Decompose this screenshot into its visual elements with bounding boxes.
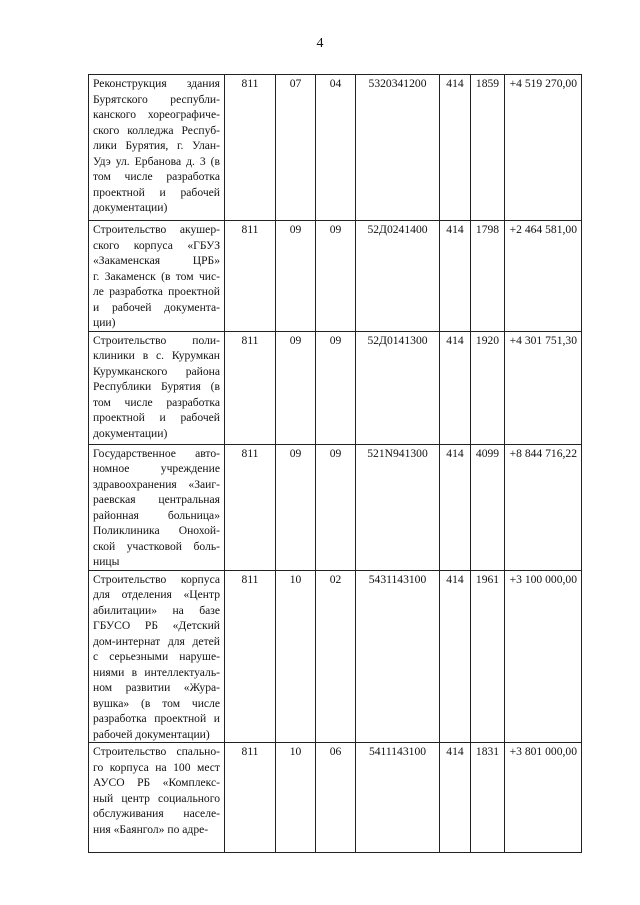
target-article-cell: 52Д0241400 — [356, 221, 440, 332]
object-name-line: го корпуса на 100 мест — [93, 760, 220, 774]
subsection-cell: 09 — [316, 331, 356, 444]
object-name-line: ского корпуса «ГБУЗ — [93, 238, 220, 252]
object-name-line: Реконструкция здания — [93, 77, 220, 90]
code-cell: 1859 — [471, 75, 505, 221]
object-name-line: с серьезными наруше- — [93, 650, 220, 663]
budget-table — [88, 74, 582, 853]
object-name-line: ниями в интеллектуаль- — [93, 665, 220, 679]
subsection-cell: 02 — [316, 570, 356, 743]
table-row — [89, 444, 582, 570]
subsection-cell: 04 — [316, 75, 356, 221]
subsection-cell: 06 — [316, 743, 356, 853]
object-name-line: проектной и рабочей — [93, 411, 220, 424]
table-row — [89, 331, 582, 444]
object-name-line: документации) — [93, 201, 168, 214]
grbs-cell: 811 — [225, 570, 276, 743]
target-article-cell: 5431143100 — [356, 570, 440, 743]
object-name-line: номное учреждение — [93, 462, 220, 475]
expense-type-cell: 414 — [440, 570, 471, 743]
object-name-line: дом-интернат для детей — [93, 634, 220, 648]
object-name-cell — [89, 331, 225, 444]
object-name-line: Поликлиника Онохой- — [93, 524, 220, 537]
amount-cell: +8 844 716,22 — [505, 444, 582, 570]
object-name-cell — [89, 444, 225, 570]
object-name-line: Строительство поли- — [93, 333, 220, 347]
object-name-line: том числе разработка — [93, 395, 220, 409]
table-body — [89, 75, 582, 853]
expense-type-cell: 414 — [440, 75, 471, 221]
object-name-line: Государственное авто- — [93, 446, 220, 460]
object-name-line: Курумканского района — [93, 364, 220, 378]
expense-type-cell: 414 — [440, 743, 471, 853]
object-name-line: ный центр социального — [93, 791, 220, 805]
object-name-line: Строительство спально- — [93, 745, 220, 758]
object-name-line: г. Закаменск (в том чис- — [93, 269, 220, 283]
grbs-cell: 811 — [225, 221, 276, 332]
object-name-cell — [89, 221, 225, 332]
object-name-line: ции) — [93, 316, 116, 329]
object-name-line: Удэ ул. Ербанова д. 3 (в — [93, 154, 220, 168]
grbs-cell: 811 — [225, 75, 276, 221]
object-name-line: разработка проектной и — [93, 712, 220, 725]
expense-type-cell: 414 — [440, 221, 471, 332]
object-name-line: ского колледжа Респуб- — [93, 123, 220, 137]
code-cell: 1920 — [471, 331, 505, 444]
target-article-cell: 5320341200 — [356, 75, 440, 221]
object-name-line: обслуживания населе- — [93, 807, 220, 820]
target-article-cell: 5411143100 — [356, 743, 440, 853]
object-name-line: здравоохранения «Заиг- — [93, 477, 220, 491]
amount-cell: +3 100 000,00 — [505, 570, 582, 743]
subsection-cell: 09 — [316, 221, 356, 332]
object-name-line: Строительство корпуса — [93, 572, 220, 586]
grbs-cell: 811 — [225, 331, 276, 444]
section-cell: 07 — [276, 75, 316, 221]
page-number: 4 — [316, 36, 324, 51]
table-row — [89, 570, 582, 743]
object-name-line: «Закаменская ЦРБ» — [93, 254, 220, 267]
target-article-cell: 52Д0141300 — [356, 331, 440, 444]
object-name-line: АУСО РБ «Комплекс- — [93, 776, 220, 789]
object-name-line: Строительство акушер- — [93, 223, 220, 236]
object-name-line: клиники в с. Курумкан — [93, 349, 220, 362]
section-cell: 10 — [276, 570, 316, 743]
section-cell: 09 — [276, 444, 316, 570]
grbs-cell: 811 — [225, 444, 276, 570]
expense-type-cell: 414 — [440, 444, 471, 570]
object-name-line: рабочей документации) — [93, 727, 210, 741]
object-name-cell — [89, 75, 225, 221]
table-row — [89, 221, 582, 332]
object-name-line: ницы — [93, 555, 120, 568]
target-article-cell: 521N941300 — [356, 444, 440, 570]
object-name-line: ном развитии «Жура- — [93, 681, 220, 694]
object-name-line: лики Бурятия, г. Улан- — [93, 139, 220, 152]
object-name-line: раевская центральная — [93, 493, 220, 506]
amount-cell: +4 301 751,30 — [505, 331, 582, 444]
code-cell: 1798 — [471, 221, 505, 332]
object-name-line: том числе разработка — [93, 170, 220, 183]
code-cell: 1831 — [471, 743, 505, 853]
object-name-line: и рабочей документа- — [93, 300, 220, 314]
amount-cell: +2 464 581,00 — [505, 221, 582, 332]
subsection-cell: 09 — [316, 444, 356, 570]
code-cell: 1961 — [471, 570, 505, 743]
object-name-line: для отделения «Центр — [93, 588, 220, 601]
amount-cell: +3 801 000,00 — [505, 743, 582, 853]
object-name-line: ГБУСО РБ «Детский — [93, 619, 220, 632]
object-name-line: ле разработка проектной — [93, 285, 220, 298]
section-cell: 09 — [276, 331, 316, 444]
object-name-line: документации) — [93, 426, 168, 440]
object-name-line: вушка» (в том числе — [93, 696, 220, 710]
object-name-cell — [89, 743, 225, 853]
object-name-cell — [89, 570, 225, 743]
table-row — [89, 75, 582, 221]
object-name-line: канского хореографиче- — [93, 108, 220, 121]
section-cell: 10 — [276, 743, 316, 853]
object-name-line: Бурятского республи- — [93, 92, 220, 106]
object-name-line: абилитации» на базе — [93, 603, 220, 617]
object-name-line: Республики Бурятия (в — [93, 380, 220, 393]
object-name-line: ской участковой боль- — [93, 539, 220, 553]
amount-cell: +4 519 270,00 — [505, 75, 582, 221]
expense-type-cell: 414 — [440, 331, 471, 444]
object-name-line: ния «Баянгол» по адре- — [93, 822, 209, 836]
object-name-line: районная больница» — [93, 508, 220, 522]
section-cell: 09 — [276, 221, 316, 332]
code-cell: 4099 — [471, 444, 505, 570]
object-name-line: проектной и рабочей — [93, 185, 220, 199]
table-row — [89, 743, 582, 853]
grbs-cell: 811 — [225, 743, 276, 853]
